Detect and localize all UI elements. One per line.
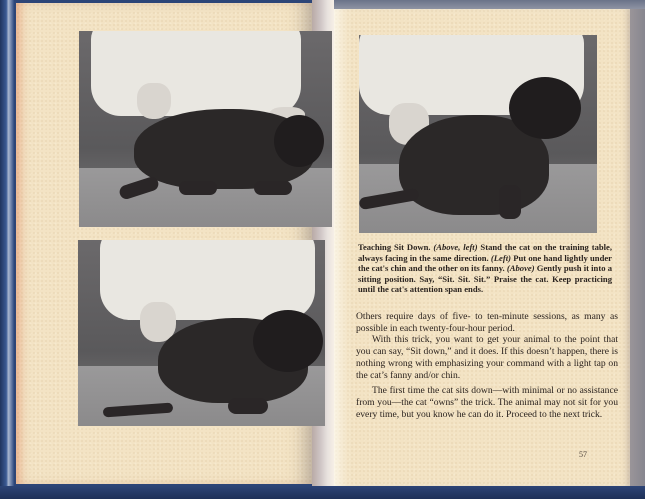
paragraph: With this trick, you want to get your animal to the point that you can say, “Sit down,” and it does. If this doesn’t happen, there is nothing wrong with emphasizing your command with a light tap on the cat’s fanny and/or chin. (356, 334, 618, 381)
person-shirt (91, 31, 301, 116)
photo-hand-placement (78, 240, 325, 426)
photo-caption: Teaching Sit Down. (Above, left) Stand the cat on the training table, always facing in the same direction. (Left) Put one hand lightly under the cat's chin and the other on its fanny. (Above) Gently push it into a sitting position. Say, “Sit. Sit. Sit.” Praise the cat. Keep practicing until the cat's attention span ends. (358, 242, 613, 295)
book-cover-right-edge (630, 9, 645, 486)
body-text (356, 311, 618, 420)
paragraph: The first time the cat sits down—with minimal or no assistance from you—the cat “owns” the trick. The animal may not sit for you every time, but you know he can do it. Proceed to the next trick. (356, 385, 618, 420)
caption-lead: Teaching Sit Down. (358, 242, 431, 252)
photo-push-sit (359, 35, 597, 233)
person-shirt (100, 240, 315, 320)
photo-stand-cat (79, 31, 332, 227)
paragraph: Others require days of five- to ten-minute sessions, as many as possible in each twenty-four-hour period. (356, 311, 618, 334)
caption-ref-left: (Left) (490, 252, 511, 263)
book-cover-top-edge (330, 0, 645, 9)
caption-ref-above-left: (Above, left) (433, 242, 478, 252)
cat-head (509, 77, 581, 139)
hand (137, 83, 171, 119)
cat-head (253, 310, 323, 372)
caption-ref-above: (Above) (506, 263, 535, 274)
page-number: 57 (579, 450, 587, 459)
book-cover-bottom-edge (0, 486, 645, 499)
book-cover-left-edge (0, 0, 14, 499)
cat-head (274, 115, 324, 167)
